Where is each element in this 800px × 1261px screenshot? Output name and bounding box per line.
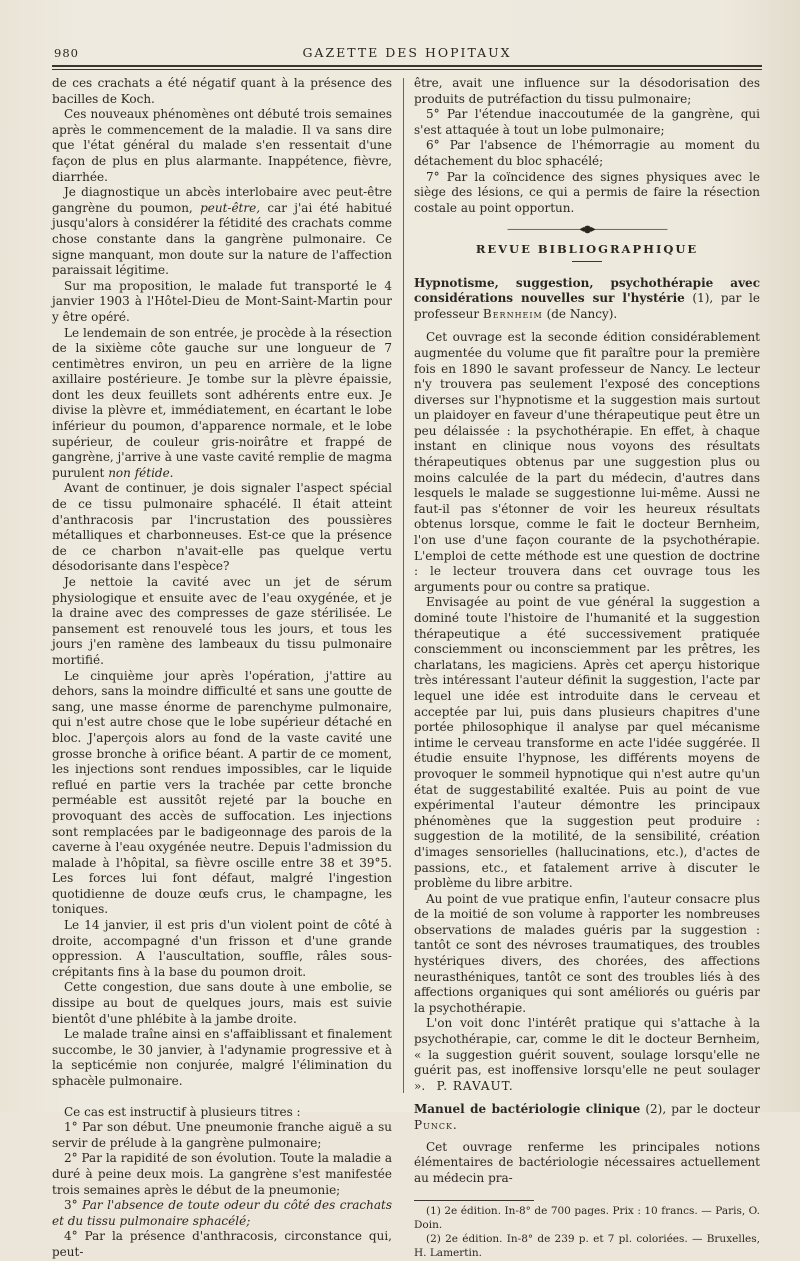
left-column xyxy=(52,76,392,1261)
section-rule xyxy=(572,261,602,262)
review-title: Manuel de bactériologie clinique xyxy=(414,1102,641,1117)
header-rule-thin xyxy=(52,69,762,70)
paragraph: Envisagée au point de vue général la suggestion a dominé toute l'histoire de l'humanité et la suggestion thérapeutique a été successivement pratiquée consciemment ou inconsciemment par les prêtres, les charlatans, les magiciens. Après cet aperçu historique très intéressant l'auteur définit la suggestion, l'acte par lequel une idée est introduite dans le cerveau et acceptée par lui, puis dans plusieurs chapitres d'une portée philosophique il analyse par quel mécanisme intime le cerveau transforme en acte l'idée suggérée. Il étudie ensuite l'hypnose, les différents moyens de provoquer le sommeil hypnotique qui n'est autre qu'un état de suggestabilité exaltée. Puis au point de vue expérimental l'auteur démontre les principaux phénomènes que la suggestion peut produire : suggestion de la motilité, de la sensibilité, création d'images sensorielles (hallucinations, etc.), d'actes de passions, etc., et fatalement arrive à discuter le problème du libre arbitre. xyxy=(414,595,760,891)
paragraph: Ce cas est instructif à plusieurs titres : xyxy=(64,1104,301,1119)
paragraph: Le cinquième jour après l'opération, j'attire au dehors, sans la moindre difficulté et sans une goutte de sang, une masse énorme de parenchyme pulmonaire, qui n'est autre chose que le lobe supérieur détaché en bloc. J'aperçois alors au fond de la vaste cavité une grosse bronche à orifice béant. A partir de ce moment, les injections sont rendues impossibles, car le liquide reflué en partie vers la trachée par cette bronche perméable est aussitôt rejeté par la bouche en provoquant des accès de suffocation. Les injections sont remplacées par le badigeonnage des parois de la caverne à l'eau oxygénée neutre. Depuis l'admission du malade à l'hôpital, sa fièvre oscille entre 38 et 39°5. Les forces lui font défaut, malgré l'ingestion quotidienne de douze œufs crus, le champagne, les toniques. xyxy=(52,668,392,917)
list-item: 4° Par la présence d'anthracosis, circonstance qui, peut- xyxy=(52,1229,392,1259)
list-item: 6° Par l'absence de l'hémorragie au moment du détachement du bloc sphacélé; xyxy=(414,138,760,168)
italic-text: non fétide. xyxy=(108,465,174,480)
list-item: 5° Par l'étendue inaccoutumée de la gangrène, qui s'est attaquée à tout un lobe pulmonaire; xyxy=(414,107,760,137)
review-byline: , par le professeur xyxy=(414,291,760,321)
spacer xyxy=(414,1094,760,1102)
paragraph-text: car j'ai été habitué jusqu'alors à considérer la fétidité des crachats comme chose constante dans la gangrène pulmonaire. Ce signe manquant, mon doute sur la nature de l'affection paraissait légitime. xyxy=(52,200,392,278)
paragraph xyxy=(52,185,392,279)
footnote-rule xyxy=(414,1200,534,1201)
review-heading xyxy=(414,1102,760,1133)
paragraph xyxy=(414,1016,760,1094)
paragraph xyxy=(52,326,392,482)
paragraph-text: Le lendemain de son entrée, je procède à la résection de la sixième côte gauche sur une longueur de 7 centimètres environ, un peu en arrière de la ligne axillaire postérieure. Je tombe sur la plèvre épaissie, dont les deux feuillets sont adhérents entre eux. Je divise la plèvre et, immédiatement, en écartant le lobe inférieur du poumon, d'apparence normale, et le lobe supérieur, de couleur gris-noirâtre et frappé de gangrène, j'arrive à une vaste cavité remplie de magma purulent xyxy=(52,325,392,480)
paragraph: être, avait une influence sur la désodorisation des produits de putréfaction du tissu pulmonaire; xyxy=(414,76,760,106)
running-title: GAZETTE DES HOPITAUX xyxy=(302,45,512,60)
list-number: 3° xyxy=(64,1198,78,1213)
spacer xyxy=(414,322,760,330)
review-author: Punck. xyxy=(414,1118,458,1132)
paragraph: Cette congestion, due sans doute à une embolie, se dissipe au bout de quelques jours, mais est suivie bientôt d'une phlébite à la jambe droite. xyxy=(52,980,392,1026)
paragraph: Ces nouveaux phénomènes ont débuté trois semaines après le commencement de la maladie. Il va sans dire que l'état général du malade s'en ressentait d'une façon de plus en plus alarmante. Inappétence, fièvre, diarrhée. xyxy=(52,107,392,184)
list-item: 1° Par son début. Une pneumonie franche aiguë a su servir de prélude à la gangrène pulmonaire; xyxy=(52,1120,392,1150)
header-rule xyxy=(52,65,762,67)
section-title: REVUE BIBLIOGRAPHIQUE xyxy=(475,241,699,256)
paragraph: Cet ouvrage renferme les principales notions élémentaires de bactériologie nécessaires actuellement au médecin pra- xyxy=(414,1139,760,1185)
column-divider xyxy=(403,78,404,1093)
footnotes xyxy=(414,1204,760,1260)
paragraph: Avant de continuer, je dois signaler l'aspect spécial de ce tissu pulmonaire sphacélé. Il était atteint d'anthracosis par l'incrustation des poussières métalliques et charbonneuses. Est-ce que la présence de ce charbon n'avait-elle pas quelque vertu désodorisante dans l'espèce? xyxy=(52,481,392,574)
paragraph: Sur ma proposition, le malade fut transporté le 4 janvier 1903 à l'Hôtel-Dieu de Mont-Saint-Martin pour y être opéré. xyxy=(52,278,392,324)
page-header xyxy=(52,44,762,64)
list-item: 7° Par la coïncidence des signes physiques avec le siège des lésions, ce qui a permis de faire la résection costale au point opportun. xyxy=(414,169,760,215)
right-column xyxy=(414,76,760,1260)
review-heading xyxy=(414,276,760,323)
paragraph-text: L'on voit donc l'intérêt pratique qui s'attache à la psychothérapie, car, comme le dit le docteur Bernheim, « la suggestion guérit souvent, soulage lorsqu'elle ne guérit pas, est inoffensive lorsqu'elle ne peut soulager ». xyxy=(414,1016,760,1093)
review-author: Bernheim xyxy=(482,306,543,321)
paragraph: de ces crachats a été négatif quant à la présence des bacilles de Koch. xyxy=(52,76,392,106)
footnote: (2) 2e édition. In-8° de 239 p. et 7 pl. coloriées. — Bruxelles, H. Lamertin. xyxy=(414,1233,760,1260)
review-byline: , par le docteur xyxy=(662,1102,760,1117)
paragraph: Je nettoie la cavité avec un jet de sérum physiologique et ensuite avec de l'eau oxygénée, et je la draine avec des compresses de gaze stérilisée. Le pansement est renouvelé tous les jours, et tous les jours j'en ramène des lambeaux du tissu pulmonaire mortifié. xyxy=(52,575,392,667)
footnote-ref: (2) xyxy=(645,1102,663,1117)
page-number: 980 xyxy=(54,46,79,60)
spacer xyxy=(52,1090,392,1105)
italic-text: Par l'absence de toute odeur du côté des crachats et du tissu pulmonaire sphacélé; xyxy=(52,1198,392,1228)
footnote: (1) 2e édition. In-8° de 700 pages. Prix : 10 francs. — Paris, O. Doin. xyxy=(414,1205,760,1232)
paragraph: Au point de vue pratique enfin, l'auteur consacre plus de la moitié de son volume à rapporter les nombreuses observations de malades guéris par la suggestion : tantôt ce sont des névroses traumatiques, des troubles hystériques divers, des chorées, des affections neurasthéniques, tantôt ce sont des troubles liés à des affections organiques qui sont améliorés ou guéris par la psychothérapie. xyxy=(414,891,760,1015)
list-item xyxy=(52,1198,392,1229)
review-place: (de Nancy). xyxy=(542,306,618,321)
italic-text: peut-être, xyxy=(200,200,261,215)
footnote-ref: (1) xyxy=(692,291,710,306)
review-title: Hypnotisme, suggestion, psychothérapie avec considérations nouvelles sur l'hystérie xyxy=(414,275,760,306)
paragraph: Le malade traîne ainsi en s'affaiblissant et finalement succombe, le 30 janvier, à l'adynamie progressive et à la septicémie non conjurée, malgré l'élimination du sphacèle pulmonaire. xyxy=(52,1027,392,1088)
paragraph: Cet ouvrage est la seconde édition considérablement augmentée du volume que fit paraître pour la première fois en 1890 le savant professeur de Nancy. Le lecteur n'y trouvera pas seulement l'exposé des conceptions diverses sur l'hypnotisme et la suggestion mais surtout un plaidoyer en faveur d'une thérapeutique peut être un peu délaissée : la psychothérapie. En effet, à chaque instant en clinique nous voyons des résultats thérapeutiques obtenus par une suggestion plus ou moins calculée de la part du médecin, d'autres dans lesquels le malade se suggestionne lui-même. Aussi ne faut-il pas s'étonner de voir les heureux résultats obtenus lorsque, comme le fait le docteur Bernheim, l'on use d'une façon courante de la psychothérapie. L'emploi de cette méthode est une question de doctrine : le lecteur trouvera dans cet ouvrage tous les arguments pour ou contre sa pratique. xyxy=(414,330,760,594)
ornament-divider: ————————◂●▸———————— xyxy=(507,224,667,236)
paragraph-text: Je diagnostique un abcès interlobaire avec peut-être gangrène du poumon, xyxy=(52,185,392,215)
signature: P. RAVAUT. xyxy=(436,1078,514,1093)
paragraph: Le 14 janvier, il est pris d'un violent point de côté à droite, accompagné d'un frisson et d'une grande oppression. A l'auscultation, souffle, râles sous-crépitants fins à la base du poumon droit. xyxy=(52,918,392,979)
list-item: 2° Par la rapidité de son évolution. Toute la maladie a duré à peine deux mois. La gangrène s'est manifestée trois semaines après le début de la pneumonie; xyxy=(52,1151,392,1197)
